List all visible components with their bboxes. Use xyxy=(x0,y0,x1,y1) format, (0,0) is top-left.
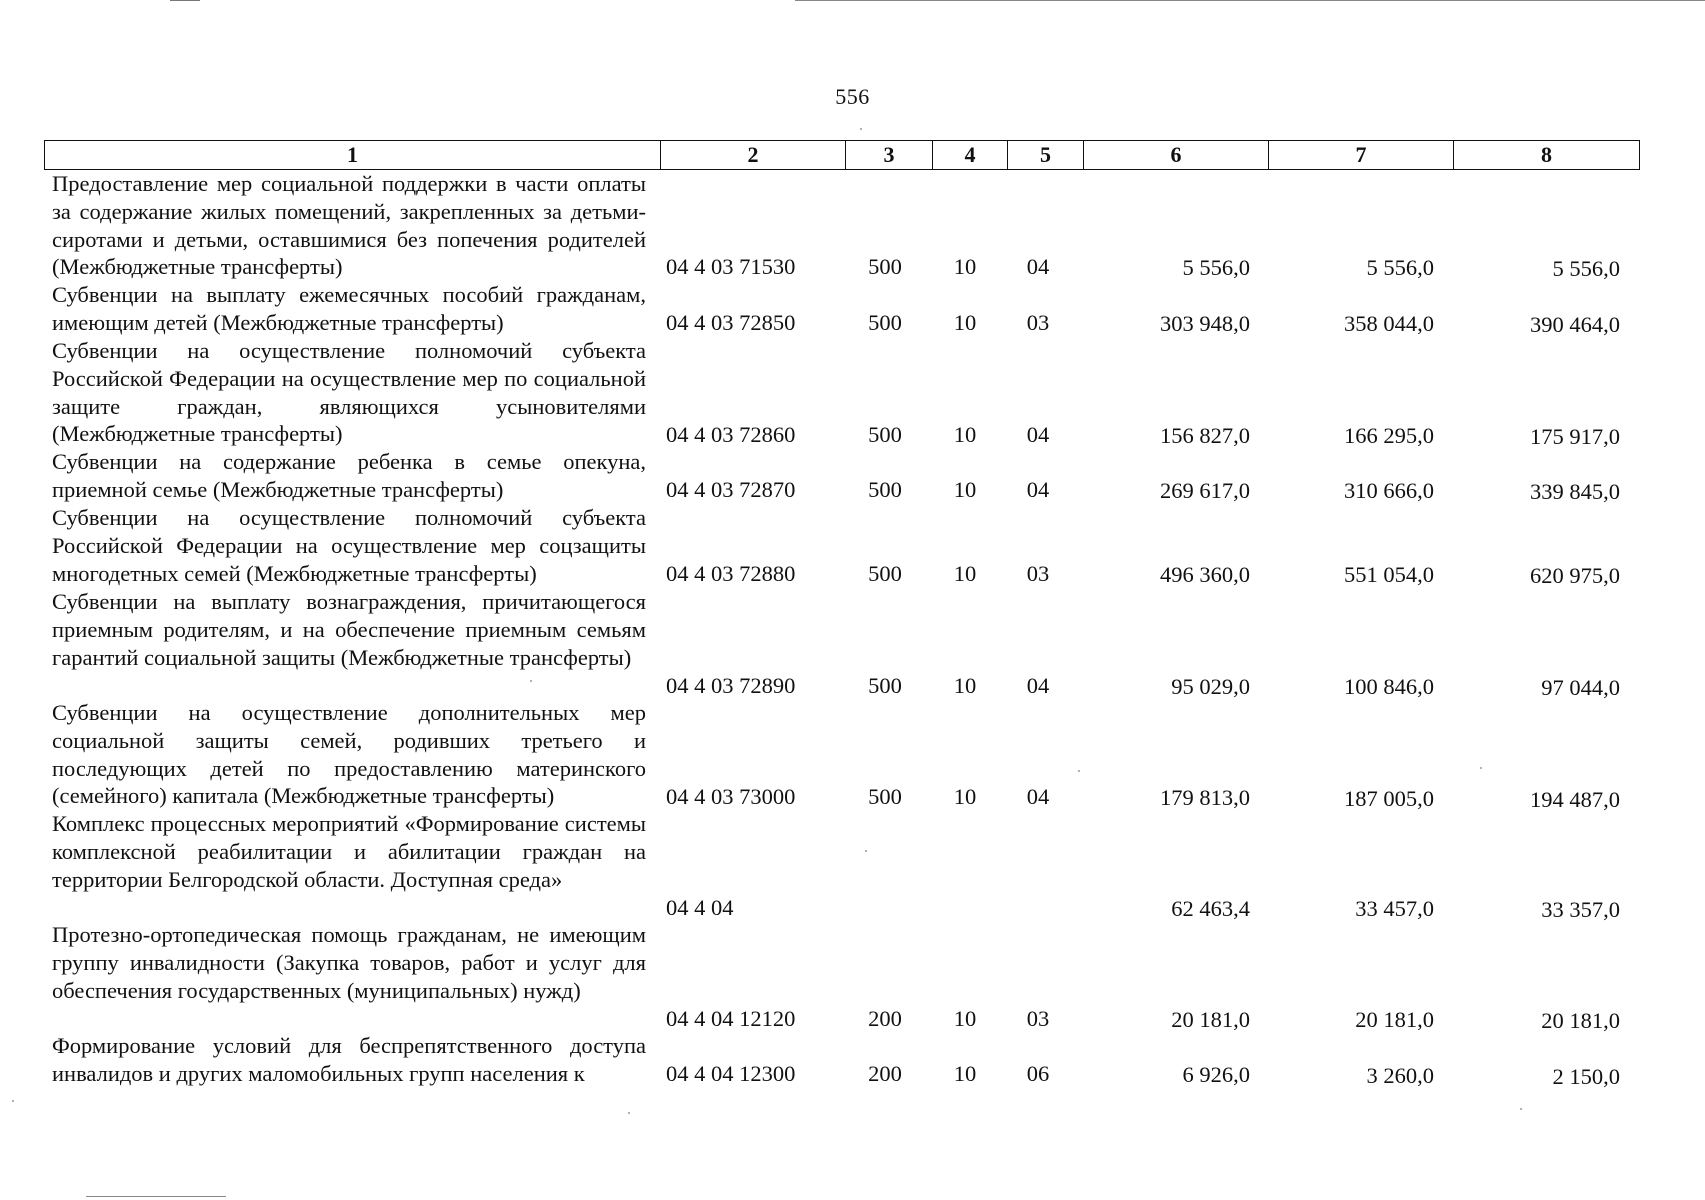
row-code: 04 4 03 72850 xyxy=(666,310,796,335)
row-col-5: 06 xyxy=(1026,1061,1050,1086)
row-value-8: 194 487,0 xyxy=(1530,787,1620,812)
column-header-table xyxy=(44,140,1640,170)
row-col-4: 10 xyxy=(953,310,977,335)
row-value-6: 156 827,0 xyxy=(1160,423,1250,448)
row-col-4: 10 xyxy=(953,673,977,698)
row-col-4: 10 xyxy=(953,561,977,586)
column-header-7: 7 xyxy=(1269,141,1454,170)
row-value-8: 620 975,0 xyxy=(1530,563,1620,588)
row-description: Протезно-ортопедическая помощь гражданам, не имеющим группу инвалидности (Закупка товаров, работ и услуг для обеспечения государственных (муниципальных) нужд) xyxy=(52,922,646,1003)
row-col-4: 10 xyxy=(953,477,977,502)
row-col-4: 10 xyxy=(953,422,977,447)
row-col-5: 03 xyxy=(1026,1006,1050,1031)
row-value-6: 269 617,0 xyxy=(1160,478,1250,503)
row-col-3: 500 xyxy=(868,784,902,809)
row-code: 04 4 03 72870 xyxy=(666,477,796,502)
scan-speck xyxy=(1480,767,1482,769)
row-col-5: 03 xyxy=(1026,561,1050,586)
row-col-5: 04 xyxy=(1026,254,1050,279)
row-value-8: 390 464,0 xyxy=(1530,312,1620,337)
row-col-3: 500 xyxy=(868,673,902,698)
scan-speck xyxy=(628,1112,630,1114)
scan-speck xyxy=(1520,1108,1522,1110)
column-header-2: 2 xyxy=(661,141,846,170)
row-value-8: 20 181,0 xyxy=(1541,1008,1620,1033)
row-value-7: 100 846,0 xyxy=(1344,674,1434,699)
row-value-8: 33 357,0 xyxy=(1541,897,1620,922)
row-col-5: 04 xyxy=(1026,784,1050,809)
row-value-8: 97 044,0 xyxy=(1541,675,1620,700)
row-col-3: 200 xyxy=(868,1061,902,1086)
row-col-4: 10 xyxy=(953,1006,977,1031)
row-value-7: 20 181,0 xyxy=(1355,1007,1434,1032)
row-description: Субвенции на выплату вознаграждения, причитающегося приемным родителям, и на обеспечение приемным семьям гарантий социальной защиты (Межбюджетные трансферты) xyxy=(52,589,646,670)
row-col-3: 500 xyxy=(868,561,902,586)
row-code: 04 4 03 73000 xyxy=(666,784,796,809)
row-col-5: 04 xyxy=(1026,673,1050,698)
row-code: 04 4 03 71530 xyxy=(666,254,796,279)
scan-artifact-line xyxy=(86,1196,226,1197)
row-value-8: 175 917,0 xyxy=(1530,424,1620,449)
column-header-5: 5 xyxy=(1008,141,1084,170)
row-col-4: 10 xyxy=(953,784,977,809)
row-code: 04 4 04 12120 xyxy=(666,1006,796,1031)
row-description: Субвенции на выплату ежемесячных пособий гражданам, имеющим детей (Межбюджетные трансферты) xyxy=(52,282,646,335)
row-code: 04 4 03 72880 xyxy=(666,561,796,586)
row-description: Субвенции на осуществление полномочий субъекта Российской Федерации на осуществление мер по социальной защите граждан, являющихся усыновителями (Межбюджетные трансферты) xyxy=(52,338,646,447)
row-value-6: 303 948,0 xyxy=(1160,311,1250,336)
row-col-5: 04 xyxy=(1026,477,1050,502)
row-col-3: 200 xyxy=(868,1006,902,1031)
row-col-3: 500 xyxy=(868,254,902,279)
row-col-3: 500 xyxy=(868,422,902,447)
row-value-7: 551 054,0 xyxy=(1344,562,1434,587)
page-number: 556 xyxy=(835,84,870,109)
row-col-4: 10 xyxy=(953,254,977,279)
row-value-7: 5 556,0 xyxy=(1366,255,1434,280)
row-value-6: 62 463,4 xyxy=(1171,896,1250,921)
row-description: Предоставление мер социальной поддержки в части оплаты за содержание жилых помещений, закрепленных за детьми-сиротами и детьми, оставшимися без попечения родителей (Межбюджетные трансферты) xyxy=(52,171,646,280)
row-description: Комплекс процессных мероприятий «Формирование системы комплексной реабилитации и абилитации граждан на территории Белгородской области. Доступная среда» xyxy=(52,811,646,892)
row-value-6: 496 360,0 xyxy=(1160,562,1250,587)
row-col-3: 500 xyxy=(868,477,902,502)
row-value-6: 95 029,0 xyxy=(1171,674,1250,699)
row-description: Субвенции на осуществление дополнительных мер социальной защиты семей, родивших третьего и последующих детей по предоставлению материнского (семейного) капитала (Межбюджетные трансферты) xyxy=(52,700,646,809)
row-value-6: 20 181,0 xyxy=(1171,1007,1250,1032)
column-header-3: 3 xyxy=(846,141,933,170)
row-value-7: 3 260,0 xyxy=(1366,1063,1434,1088)
row-code: 04 4 03 72890 xyxy=(666,673,796,698)
scan-artifact-line xyxy=(795,0,1705,1)
row-col-3: 500 xyxy=(868,310,902,335)
row-value-8: 2 150,0 xyxy=(1552,1064,1620,1089)
row-description: Субвенции на содержание ребенка в семье опекуна, приемной семье (Межбюджетные трансферты) xyxy=(52,449,646,502)
row-code: 04 4 04 12300 xyxy=(666,1061,796,1086)
column-header-4: 4 xyxy=(933,141,1008,170)
row-value-7: 187 005,0 xyxy=(1344,786,1434,811)
scan-speck xyxy=(860,128,862,130)
column-header-8: 8 xyxy=(1454,141,1640,170)
row-value-7: 310 666,0 xyxy=(1344,478,1434,503)
row-value-8: 5 556,0 xyxy=(1552,256,1620,281)
scan-speck xyxy=(1078,770,1080,772)
scan-speck xyxy=(530,680,532,682)
row-value-7: 358 044,0 xyxy=(1344,311,1434,336)
row-code: 04 4 03 72860 xyxy=(666,422,796,447)
row-col-5: 04 xyxy=(1026,422,1050,447)
scan-speck xyxy=(12,1100,14,1102)
row-value-7: 33 457,0 xyxy=(1355,896,1434,921)
row-value-7: 166 295,0 xyxy=(1344,423,1434,448)
row-col-5: 03 xyxy=(1026,310,1050,335)
row-col-4: 10 xyxy=(953,1061,977,1086)
column-header-1: 1 xyxy=(45,141,661,170)
column-header-6: 6 xyxy=(1084,141,1269,170)
column-header-row xyxy=(45,141,1640,170)
row-value-8: 339 845,0 xyxy=(1530,479,1620,504)
scan-speck xyxy=(865,850,867,852)
row-value-6: 5 556,0 xyxy=(1182,255,1250,280)
scan-artifact-line xyxy=(170,0,200,1)
row-value-6: 6 926,0 xyxy=(1182,1062,1250,1087)
row-description: Формирование условий для беспрепятственного доступа инвалидов и других маломобильных групп населения к xyxy=(52,1033,646,1086)
row-description: Субвенции на осуществление полномочий субъекта Российской Федерации на осуществление мер соцзащиты многодетных семей (Межбюджетные трансферты) xyxy=(52,505,646,586)
row-value-6: 179 813,0 xyxy=(1160,785,1250,810)
row-code: 04 4 04 xyxy=(666,895,734,920)
